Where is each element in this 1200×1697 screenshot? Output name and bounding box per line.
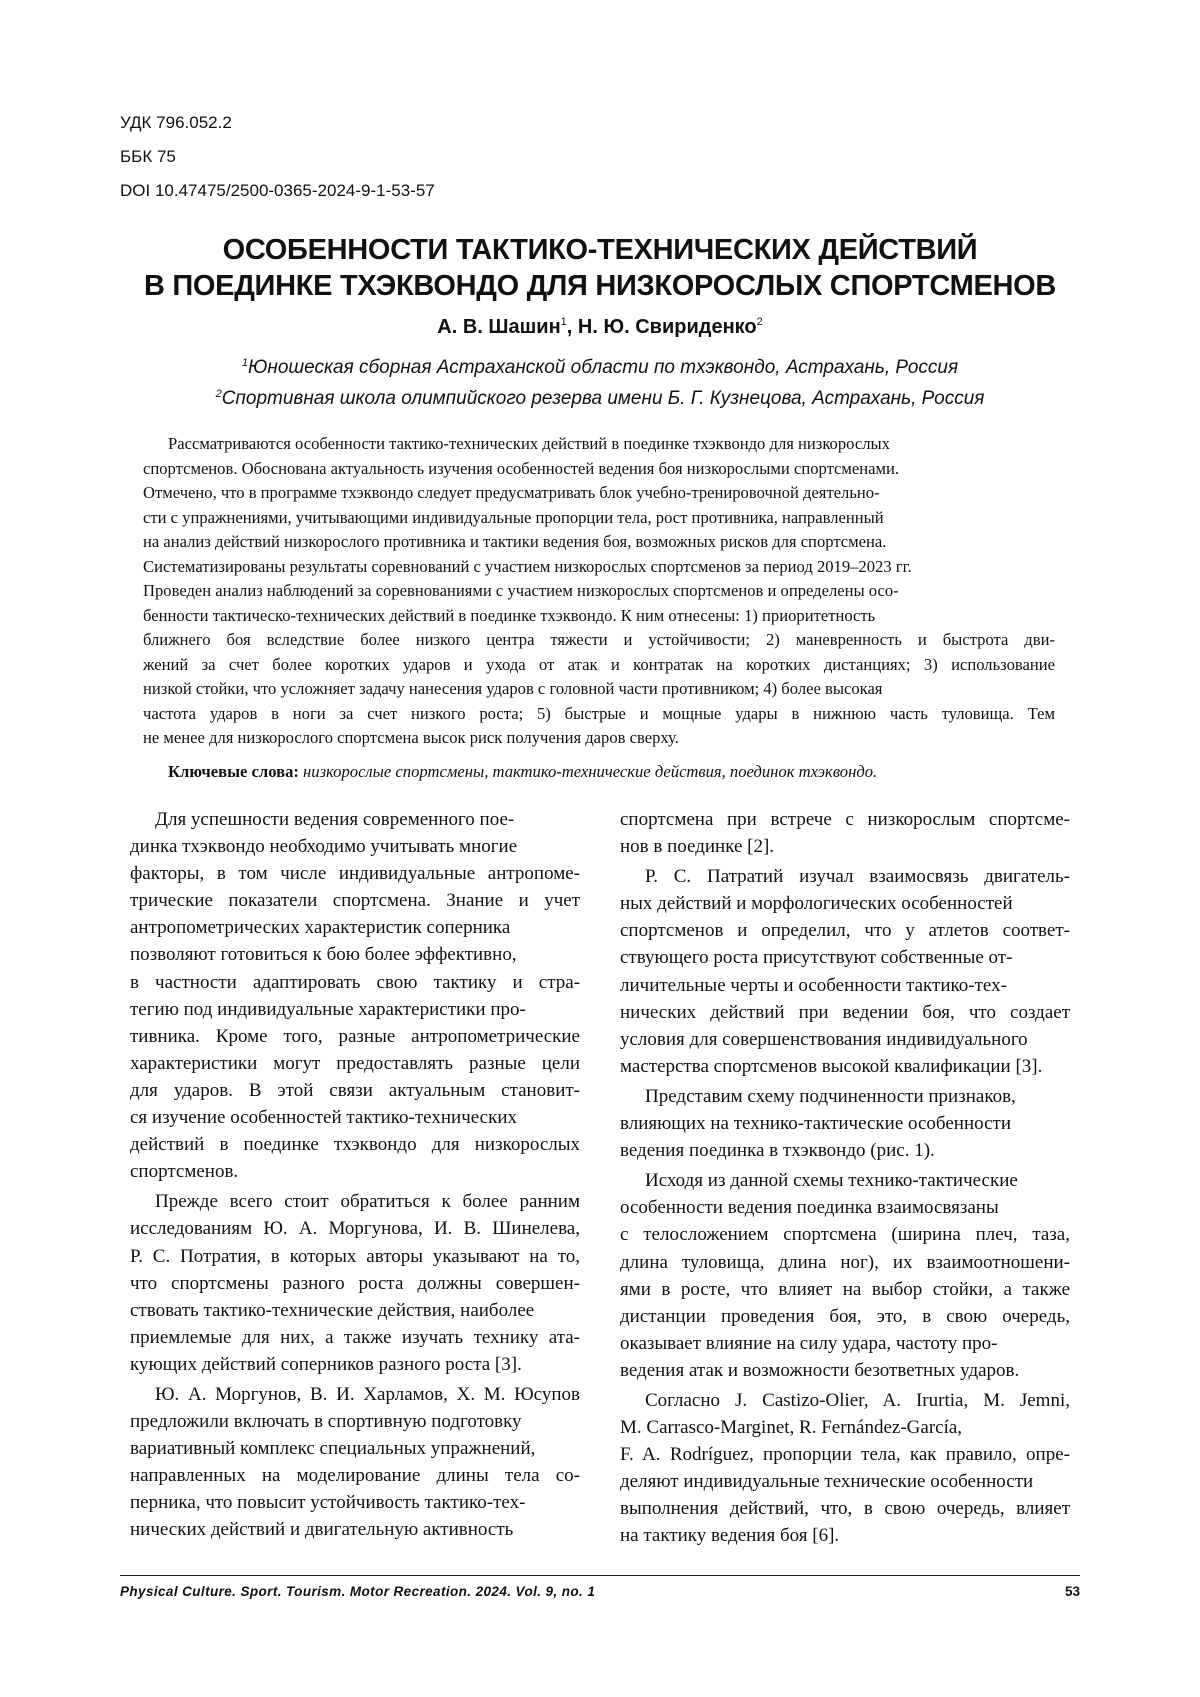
text-line: Р. С. Патратий изучал взаимосвязь двигатель- <box>645 866 1070 888</box>
journal-footer: Physical Culture. Sport. Tourism. Motor Recreation. 2024. Vol. 9, no. 1 <box>120 1584 596 1599</box>
text-line: Р. С. Потратия, в которых авторы указывают на то, <box>130 1245 580 1267</box>
abstract-line: Проведен анализ наблюдений за соревнованиями с участием низкорослых спортсменов и определены осо- <box>143 581 899 600</box>
abstract-line: Отмечено, что в программе тхэквондо следует предусматривать блок учебно-тренировочной деятельно- <box>143 483 880 502</box>
text-line: с телосложением спортсмена (ширина плеч, таза, <box>620 1224 1070 1246</box>
text-line: Представим схему подчиненности признаков, <box>645 1085 1016 1107</box>
text-line: предложили включать в спортивную подготовку <box>130 1411 522 1433</box>
text-line: что спортсмены разного роста должны совершен- <box>130 1272 580 1294</box>
text-line: тивника. Кроме того, разные антропометрические <box>130 1025 580 1047</box>
text-line: действий в поединке тхэквондо для низкорослых <box>130 1134 580 1156</box>
author-1-affiliation-mark: 1 <box>560 316 567 328</box>
text-line: спортсменов и определил, что у атлетов соответ- <box>620 920 1070 942</box>
body-paragraph <box>620 806 1070 860</box>
author-2-affiliation-mark: 2 <box>756 316 763 328</box>
body-paragraph <box>620 1167 1070 1384</box>
page-number: 53 <box>1064 1584 1080 1599</box>
body-column-right <box>620 806 1070 1553</box>
text-line: антропометрических характеристик соперника <box>130 917 511 939</box>
text-line: Ю. А. Моргунов, В. И. Харламов, Х. М. Юсупов <box>155 1383 580 1405</box>
affiliation-1 <box>100 355 1100 381</box>
affiliation-2 <box>100 386 1100 412</box>
text-line: кующих действий соперников разного роста [3]. <box>130 1353 522 1375</box>
author-separator: , <box>566 316 578 338</box>
text-line: Прежде всего стоит обратиться к более ранним <box>155 1191 580 1213</box>
text-line: ствующего роста присутствуют собственные от- <box>620 947 1013 969</box>
text-line: личительные черты и особенности тактико-тех- <box>620 974 1007 996</box>
text-line: позволяют готовиться к бою более эффективно, <box>130 944 517 966</box>
text-line: Исходя из данной схемы технико-тактические <box>645 1170 1018 1192</box>
article-metadata <box>120 106 435 208</box>
text-line: нических действий при ведении боя, что создает <box>620 1001 1070 1023</box>
text-line: Для успешности ведения современного пое- <box>155 809 515 830</box>
author-1: А. В. Шашин <box>437 316 561 338</box>
text-line: трические показатели спортсмена. Знание и учет <box>130 890 580 912</box>
text-line: ведения поединка в тхэквондо (рис. 1). <box>620 1140 935 1162</box>
body-paragraph <box>620 1387 1070 1550</box>
text-line: M. Carrasco-Marginet, R. Fernández-García, <box>620 1417 963 1439</box>
udk-code: УДК 796.052.2 <box>120 113 232 132</box>
affiliation-2-text: Спортивная школа олимпийского резерва имени Б. Г. Кузнецова, Астрахань, Россия <box>221 388 985 409</box>
abstract-line: частота ударов в ноги за счет низкого роста; 5) быстрые и мощные удары в нижнюю часть туловища. Тем <box>143 703 1055 723</box>
text-line: дистанции проведения боя, это, в свою очередь, <box>620 1305 1070 1327</box>
body-paragraph <box>620 863 1070 1080</box>
abstract-line: сти с упражнениями, учитывающими индивидуальные пропорции тела, рост противника, направленный <box>143 507 884 527</box>
abstract-line: спортсменов. Обоснована актуальность изучения особенностей ведения боя низкорослыми спортсменами. <box>143 458 900 478</box>
text-line: исследованиям Ю. А. Моргунова, И. В. Шинелева, <box>130 1218 580 1240</box>
text-line: спортсмена при встрече с низкорослым спортсме- <box>620 809 1070 830</box>
text-line: тегию под индивидуальные характеристики про- <box>130 998 526 1020</box>
text-line: нических действий и двигательную активность <box>130 1519 514 1541</box>
text-line: направленных на моделирование длины тела со- <box>130 1465 580 1487</box>
text-line: деляют индивидуальные технические особенности <box>620 1471 1034 1493</box>
text-line: особенности ведения поединка взаимосвязаны <box>620 1197 999 1219</box>
keywords-text: низкорослые спортсмены, тактико-технические действия, поединок тхэквондо. <box>303 762 878 781</box>
authors <box>100 314 1100 340</box>
text-line: ями в росте, что влияет на выбор стойки, а также <box>620 1278 1070 1300</box>
keywords-label: Ключевые слова: <box>168 762 299 781</box>
abstract-line: жений за счет более коротких ударов и ухода от атак и контратак на коротких дистанциях; 3) использование <box>143 654 1055 674</box>
footer-divider <box>120 1575 1080 1576</box>
author-2: Н. Ю. Свириденко <box>577 316 757 338</box>
body-column-left <box>130 806 580 1547</box>
text-line: оказывает влияние на силу удара, частоту про- <box>620 1332 998 1354</box>
text-line: факторы, в том числе индивидуальные антропоме- <box>130 863 580 885</box>
doi-identifier: DOI 10.47475/2500-0365-2024-9-1-53-57 <box>120 181 435 200</box>
keywords <box>168 760 877 784</box>
text-line: мастерства спортсменов высокой квалификации [3]. <box>620 1055 1043 1077</box>
title-line-2: В ПОЕДИНКЕ ТХЭКВОНДО ДЛЯ НИЗКОРОСЛЫХ СПОРТСМЕНОВ <box>143 270 1057 302</box>
title-line-1: ОСОБЕННОСТИ ТАКТИКО-ТЕХНИЧЕСКИХ ДЕЙСТВИЙ <box>222 234 978 266</box>
text-line: условия для совершенствования индивидуального <box>620 1028 1028 1050</box>
abstract <box>143 432 1055 751</box>
bbk-code: ББК 75 <box>120 147 176 166</box>
abstract-line: Систематизированы результаты соревнований с участием низкорослых спортсменов за период 2019–2023 гг. <box>143 556 912 576</box>
affiliation-1-text: Юношеская сборная Астраханской области по тхэквондо, Астрахань, Россия <box>247 357 959 378</box>
text-line: выполнения действий, что, в свою очередь, влияет <box>620 1498 1070 1520</box>
text-line: спортсменов. <box>130 1161 239 1183</box>
text-line: для ударов. В этой связи актуальным становит- <box>130 1079 580 1101</box>
abstract-line: на анализ действий низкорослого противника и тактики ведения боя, возможных рисков для спортсмена. <box>143 532 887 551</box>
abstract-line: ближнего боя вследствие более низкого центра тяжести и устойчивости; 2) маневренность и быстрота дви- <box>143 630 1055 649</box>
abstract-line: низкой стойки, что усложняет задачу нанесения ударов с головной части противником; 4) более высокая <box>143 679 883 698</box>
text-line: ных действий и морфологических особенностей <box>620 893 1013 915</box>
text-line: нов в поединке [2]. <box>620 836 775 858</box>
article-title <box>100 232 1100 304</box>
text-line: характеристики могут предоставлять разные цели <box>130 1052 580 1074</box>
body-paragraph <box>130 806 580 1185</box>
abstract-line: не менее для низкорослого спортсмена высок риск получения даров сверху. <box>143 728 679 747</box>
abstract-line: бенности тактическо-технических действий в поединке тхэквондо. К ним отнесены: 1) приоритетность <box>143 605 876 625</box>
text-line: вариативный комплекс специальных упражнений, <box>130 1438 536 1460</box>
text-line: F. A. Rodríguez, пропорции тела, как правило, опре- <box>620 1444 1070 1466</box>
text-line: приемлемые для них, а также изучать технику ата- <box>130 1326 580 1348</box>
text-line: ствовать тактико-технические действия, наиболее <box>130 1299 535 1321</box>
abstract-line: Рассматриваются особенности тактико-технических действий в поединке тхэквондо для низкорослых <box>168 434 890 453</box>
text-line: на тактику ведения боя [6]. <box>620 1525 840 1547</box>
affiliation-1-mark: 1 <box>241 357 248 369</box>
text-line: динка тхэквондо необходимо учитывать многие <box>130 836 518 858</box>
text-line: влияющих на технико-тактические особенности <box>620 1113 1011 1135</box>
body-paragraph <box>620 1083 1070 1164</box>
text-line: перника, что повысит устойчивость тактико-тех- <box>130 1492 526 1514</box>
body-paragraph <box>130 1188 580 1378</box>
text-line: длина туловища, длина ног), их взаимоотношени- <box>620 1251 1070 1273</box>
body-paragraph <box>130 1381 580 1544</box>
text-line: ся изучение особенностей тактико-технических <box>130 1107 517 1129</box>
text-line: в частности адаптировать свою тактику и стра- <box>130 971 580 993</box>
text-line: Согласно J. Castizo-Olier, A. Irurtia, M. Jemni, <box>645 1389 1070 1411</box>
affiliation-2-mark: 2 <box>215 388 222 400</box>
text-line: ведения атак и возможности безответных ударов. <box>620 1359 1020 1381</box>
